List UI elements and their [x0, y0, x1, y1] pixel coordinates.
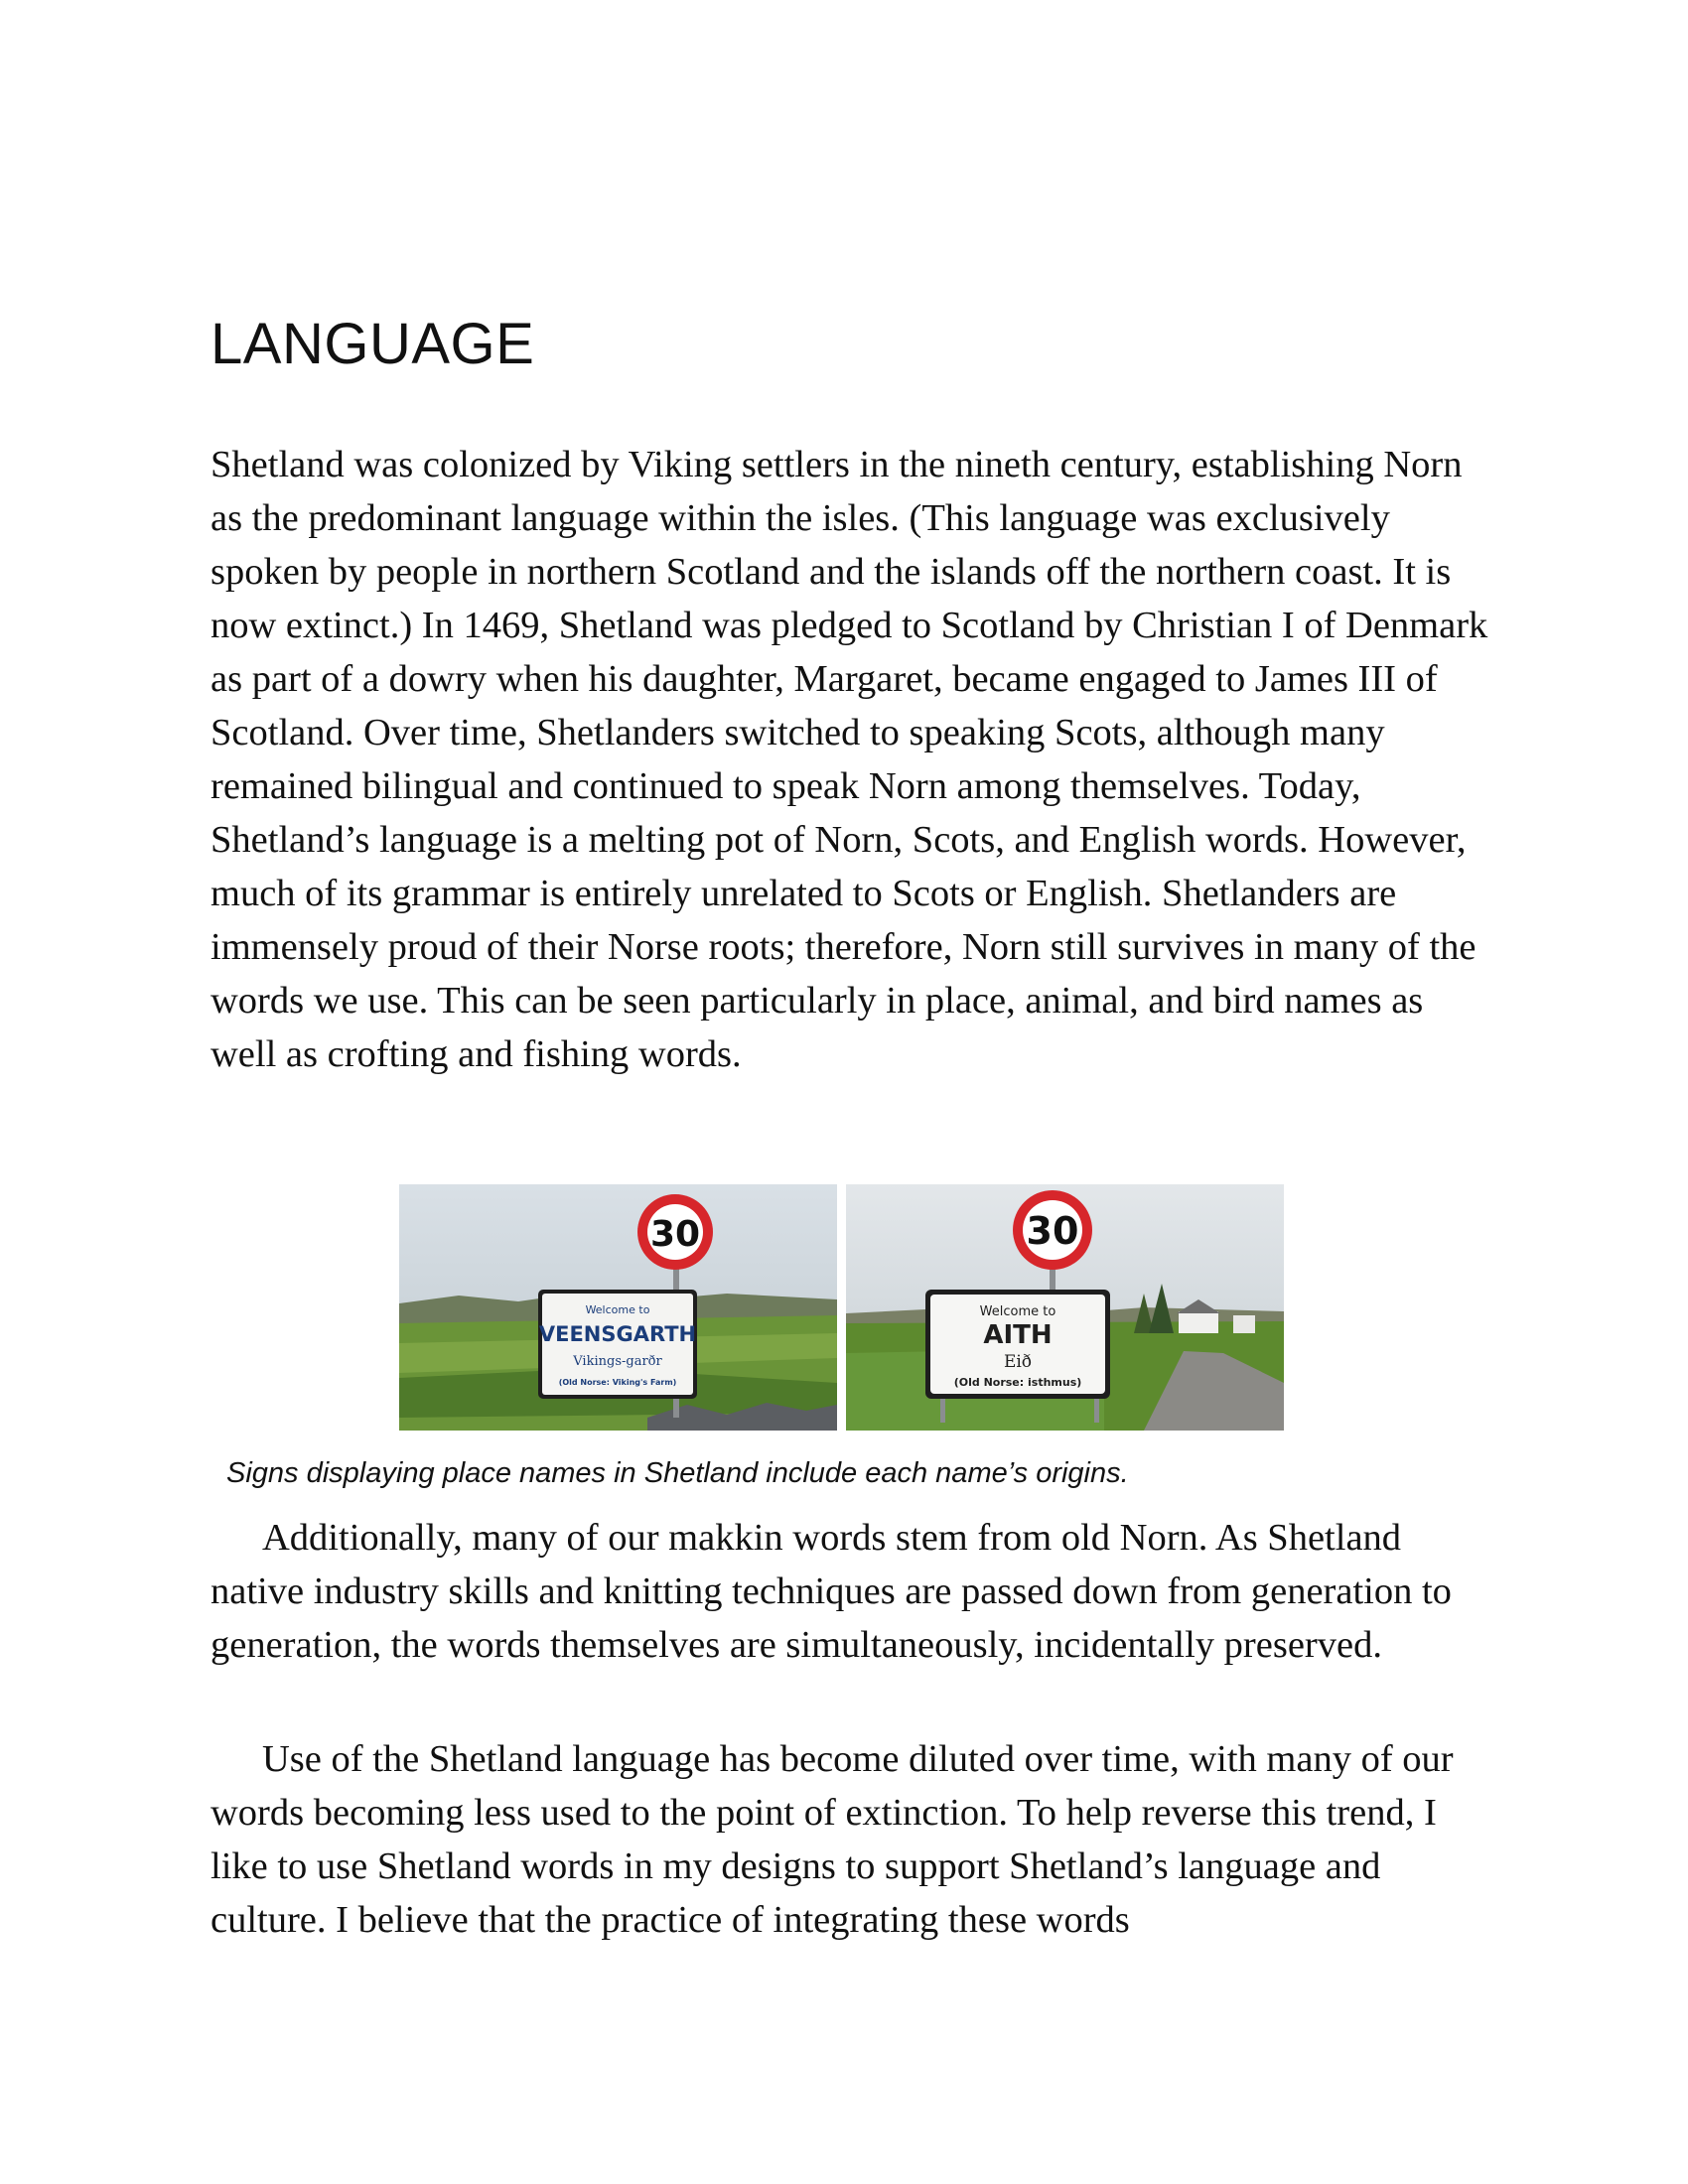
- figure-caption: Signs displaying place names in Shetland include each name’s origins.: [226, 1457, 1129, 1489]
- photo-aith-sign: [846, 1184, 1284, 1431]
- left-norse-name: Vikings-garðr: [573, 1354, 662, 1369]
- page-heading: LANGUAGE: [211, 312, 535, 376]
- right-origin-text: (Old Norse: isthmus): [953, 1376, 1082, 1389]
- right-speed-limit-number: 30: [1026, 1209, 1079, 1253]
- left-welcome-text: Welcome to: [585, 1303, 650, 1316]
- left-speed-limit-number: 30: [649, 1214, 701, 1255]
- paragraph-history: Shetland was colonized by Viking settlers in the nineth century, establishing Norn as the predominant language within the isles. (This language was exclusively spoken by people in northern Scotland and the islands off the northern coast. It is now extinct.) In 1469, Shetland was pledged to Scotland by Christian I of Denmark as part of a dowry when his daughter, Margaret, became engaged to James III of Scotland. Over time, Shetlanders switched to speaking Scots, although many remained bilingual and continued to speak Norn among themselves. Today, Shetland’s language is a melting pot of Norn, Scots, and English words. However, much of its grammar is entirely unrelated to Scots or English. Shetlanders are immensely proud of their Norse roots; therefore, Norn still survives in many of the words we use. This can be seen particularly in place, animal, and bird names as well as crofting and fishing words.: [211, 444, 1488, 1075]
- left-place-name: VEENSGARTH: [538, 1322, 697, 1346]
- right-welcome-text: Welcome to: [979, 1304, 1056, 1319]
- right-place-name: AITH: [983, 1320, 1053, 1350]
- paragraph-language-use: Use of the Shetland language has become diluted over time, with many of our words becoming less used to the point of extinction. To help reverse this trend, I like to use Shetland words in my designs to support Shetland’s language and culture. I believe that the practice of integrating these words: [211, 1738, 1454, 1941]
- figure-place-name-signs: [399, 1184, 1284, 1431]
- right-norse-name: Eið: [1003, 1352, 1033, 1372]
- paragraph-makkin-words: Additionally, many of our makkin words stem from old Norn. As Shetland native industry skills and knitting techniques are passed down from generation to generation, the words themselves are simultaneously, incidentally preserved.: [211, 1517, 1452, 1666]
- photo-veensgarth-sign: [399, 1184, 837, 1431]
- left-origin-text: (Old Norse: Viking's Farm): [558, 1378, 677, 1387]
